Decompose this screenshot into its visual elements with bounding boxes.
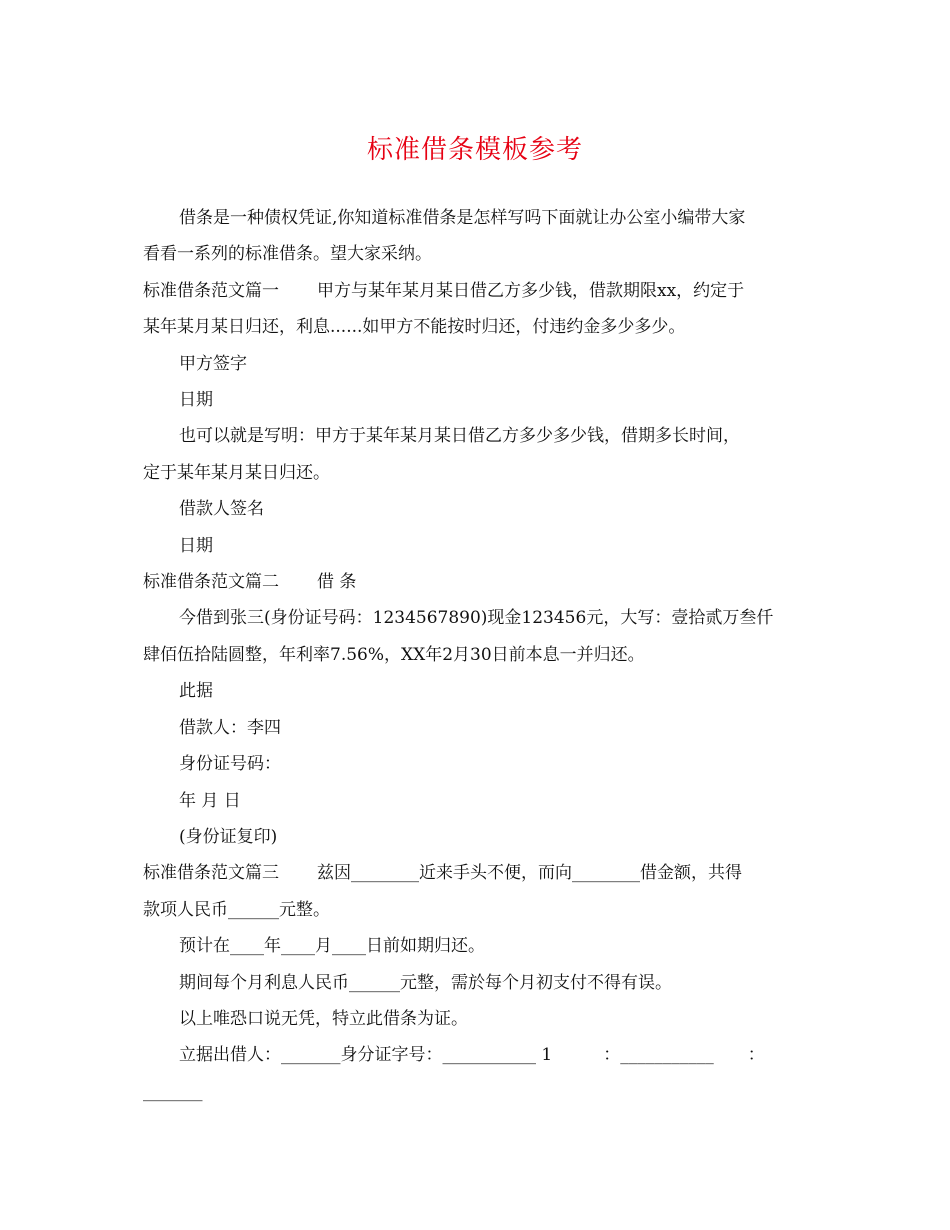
- document-body: [143, 200, 803, 1110]
- date-ymd-label: 年 月 日: [179, 790, 241, 811]
- sample-one-heading-line: [143, 273, 803, 309]
- sample-one-text: 甲方与某年某月某日借乙方多少钱，借款期限xx，约定于: [317, 280, 745, 301]
- lender-signature-line: 立据出借人：_______身分证字号：___________ 1 ：___________ ：: [179, 1045, 765, 1066]
- sample-two-text-line-1: 今借到张三(身份证号码：1234567890)现金123456元，大写：壹拾贰万叁仟: [179, 608, 774, 629]
- evidence-label: 此据: [179, 681, 213, 702]
- date-label: 日期: [179, 390, 213, 411]
- document-title: 标准借条模板参考: [366, 135, 583, 165]
- alternative-text-line-2: 定于某年某月某日归还。: [143, 462, 330, 483]
- borrower-signature-label: 借款人签名: [179, 499, 264, 520]
- repayment-date-line: 预计在____年____月____日前如期归还。: [179, 936, 485, 957]
- paragraph-intro-line-1: 借条是一种债权凭证,你知道标准借条是怎样写吗下面就让办公室小编带大家: [179, 208, 746, 228]
- alternative-text-line-1: 也可以就是写明：甲方于某年某月某日借乙方多少多少钱，借期多长时间，: [179, 426, 740, 447]
- lender-signature-line-2: _______: [143, 1081, 203, 1102]
- id-number-label: 身份证号码：: [179, 754, 281, 775]
- sample-two-heading: 标准借条范文篇二: [143, 572, 279, 593]
- id-copy-note: (身份证复印): [179, 826, 278, 847]
- sample-three-text-line-2: 款项人民币______元整。: [143, 899, 330, 920]
- sample-one-heading: 标准借条范文篇一: [143, 280, 279, 301]
- party-a-signature-label: 甲方签字: [179, 353, 247, 374]
- date-label-2: 日期: [179, 535, 213, 556]
- borrower-name: 借款人：李四: [179, 717, 281, 738]
- sample-three-heading: 标准借条范文篇三: [143, 863, 279, 884]
- sample-three-heading-line: [143, 855, 803, 891]
- sample-one-text-line-2: 某年某月某日归还，利息......如甲方不能按时归还，付违约金多少多少。: [143, 317, 686, 338]
- paragraph-intro-line-2: 看看一系列的标准借条。望大家采纳。: [143, 244, 432, 265]
- sample-two-heading-line: [143, 564, 803, 600]
- certification-line: 以上唯恐口说无凭，特立此借条为证。: [179, 1008, 468, 1029]
- monthly-interest-line: 期间每个月利息人民币______元整，需於每个月初支付不得有误。: [179, 972, 672, 993]
- sample-three-text: 兹因________近来手头不便，而向________借金额，共得: [317, 863, 742, 884]
- sample-two-subtitle: 借 条: [317, 572, 357, 593]
- sample-two-text-line-2: 肆佰伍拾陆圆整，年利率7.56%，XX年2月30日前本息一并归还。: [143, 644, 645, 665]
